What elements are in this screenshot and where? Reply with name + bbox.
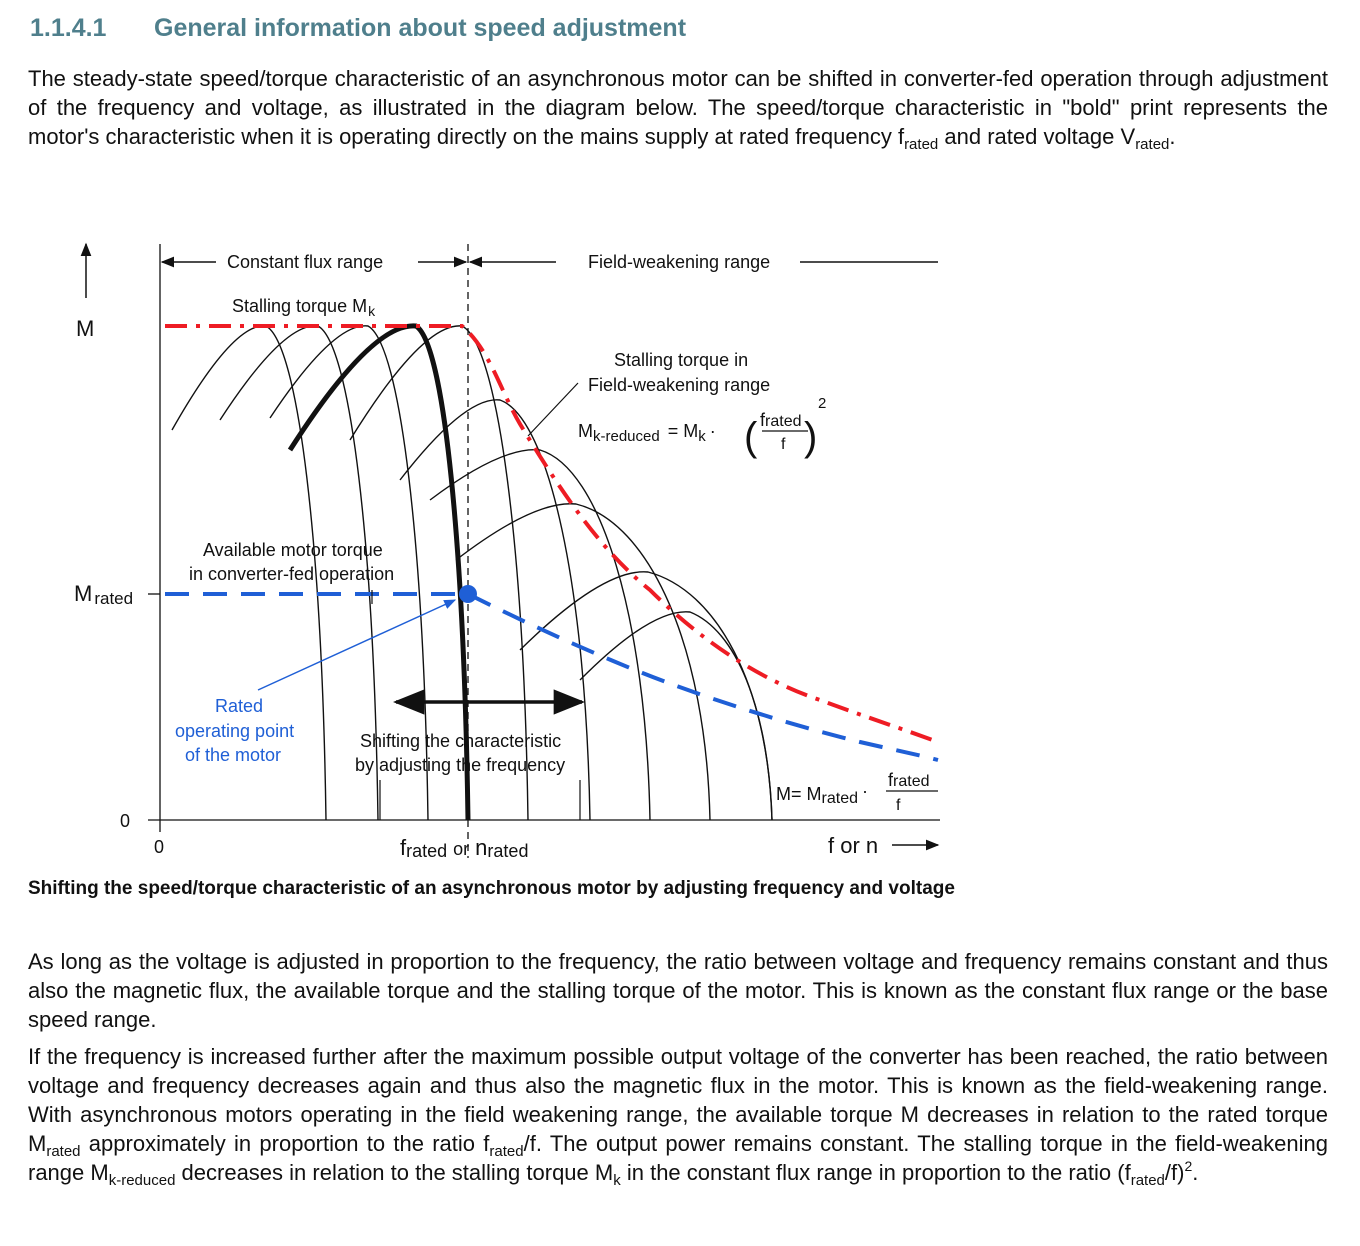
mk-reduced-formula [578, 395, 826, 459]
speed-torque-diagram [0, 190, 1360, 870]
svg-text:M= Mrated·: M= Mrated · [776, 781, 868, 807]
stall-fw-leader [528, 383, 578, 436]
shifting-label-2: by adjusting the frequency [355, 755, 566, 775]
m-rated-formula [776, 770, 938, 814]
svg-text:): ) [804, 415, 818, 459]
rated-op-label-1: Rated [215, 696, 264, 716]
section-number: 1.1.4.1 [30, 14, 107, 42]
m-rated-label: M rated [74, 581, 134, 608]
figure-caption: Shifting the speed/torque characteristic of an asynchronous motor by adjusting frequency and voltage [28, 878, 955, 899]
svg-text:frated: frated [760, 410, 802, 430]
rated-op-label-3: of the motor [185, 745, 282, 765]
y-axis-label: M [76, 316, 95, 341]
characteristic-curve [580, 612, 772, 820]
rated-point-leader [258, 600, 455, 690]
paragraph-field-weakening: If the frequency is increased further after the maximum possible output voltage of the converter has been reached, the ratio between voltage and frequency decreases again and thus also the magnetic flux in the motor. This is known as the field-weakening range. With asynchronous motors operating in the field weakening range, the available torque M decreases in relation to the rated torque $M_{rated}$ approximately in proportion to the ratio $f_{rated}/f$. The output power remains constant. The stalling torque in the field-weakening range $M_{k-reduced}$ decreases in relation to the stalling torque $M_k$ in the constant flux range in proportion to the ratio $(f_{rated}/f)^2$. [28, 1044, 1328, 1189]
paragraph-constant-flux: As long as the voltage is adjusted in proportion to the frequency, the ratio between voltage and frequency remains constant and thus also the magnetic flux, the available torque and the stalling torque of the motor. This is known as the constant flux range or the base speed range. [28, 949, 1328, 1032]
stalling-torque-label: Stalling torque $M_k$ [232, 296, 376, 319]
svg-text:2: 2 [818, 395, 827, 412]
svg-text:(: ( [744, 415, 758, 459]
svg-text:f: f [896, 797, 901, 814]
f-or-n-label: f or n [828, 833, 879, 858]
available-label-1: Available motor torque [203, 540, 383, 560]
svg-text:frated: frated [888, 770, 930, 790]
rated-operating-point [459, 585, 477, 603]
intro-paragraph: The steady-state speed/torque characteristic of an asynchronous motor can be shifted in converter-fed operation through adjustment of the frequency and voltage, as illustrated in the diagram below. The speed/torque characteristic in "bold" print represents the motor's characteristic when it is operating directly on the mains supply at rated frequency $f_{rated}$ and rated voltage $V_{rated}$. [28, 66, 1328, 153]
section-title: General information about speed adjustment [154, 14, 687, 42]
field-weakening-label: Field-weakening range [588, 252, 771, 272]
section-heading [30, 14, 686, 43]
frated-label: frated or nrated [400, 835, 529, 861]
svg-text:Mk-reduced= Mk·: $M_{k-reduced} = M_k$ · [578, 421, 716, 445]
constant-flux-label: Constant flux range [227, 252, 384, 272]
characteristic-curve [520, 572, 772, 820]
stalling-fw-label-1: Stalling torque in [614, 350, 749, 370]
available-label-2: in converter-fed operation [189, 564, 395, 584]
zero-y-label: 0 [120, 811, 131, 831]
shifting-label-1: Shifting the characteristic [360, 731, 562, 751]
zero-x-label: 0 [154, 837, 165, 857]
rated-op-label-2: operating point [175, 721, 295, 741]
svg-text:f: f [781, 436, 786, 453]
stalling-fw-label-2: Field-weakening range [588, 375, 771, 395]
